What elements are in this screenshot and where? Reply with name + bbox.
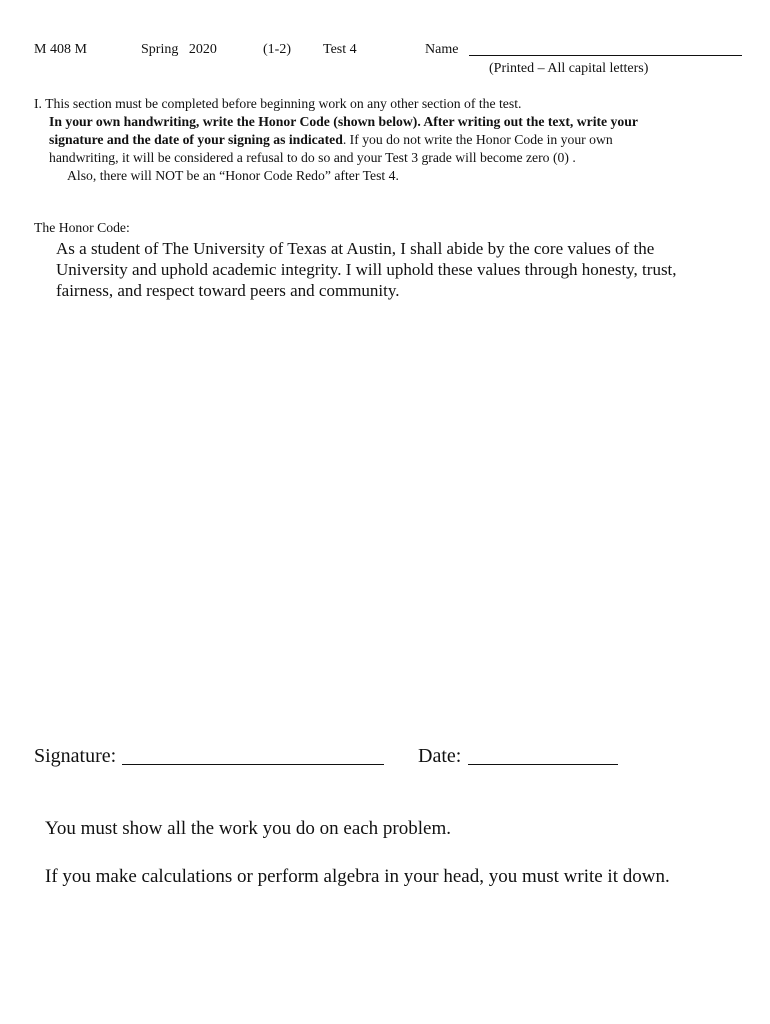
instruction-line [49,131,613,149]
name-field-line[interactable] [469,55,742,56]
course-number: M 408 M [34,42,87,57]
instruction-bold-text: signature and the date of your signing as indicated [49,132,343,147]
date-label: Date: [418,745,462,767]
name-label: Name [425,42,459,57]
honor-code-label: The Honor Code: [34,220,130,235]
test-title: Test 4 [323,42,357,57]
term: Spring 2020 [141,42,217,57]
section-number: (1-2) [263,42,291,57]
instruction-text: . If you do not write the Honor Code in your own [342,132,613,147]
instruction-line: handwriting, it will be considered a refusal to do so and your Test 3 grade will become zero (0) . [49,150,576,165]
instruction-bold-text: In your own handwriting, write the Honor Code (shown below). After writing out the text, write your [49,114,638,129]
date-field-line[interactable] [468,764,618,765]
honor-code-text-line: As a student of The University of Texas at Austin, I shall abide by the core values of the [56,239,655,258]
signature-label: Signature: [34,745,117,767]
printed-note: (Printed – All capital letters) [489,61,649,76]
instruction-line: Also, there will NOT be an “Honor Code Redo” after Test 4. [67,168,399,183]
work-note: You must show all the work you do on each problem. [45,818,452,839]
honor-code-text-line: fairness, and respect toward peers and community. [56,281,400,300]
instruction-line [49,113,638,131]
signature-field-line[interactable] [122,764,384,765]
work-note: If you make calculations or perform algebra in your head, you must write it down. [45,866,670,887]
instruction-line: I. This section must be completed before beginning work on any other section of the test. [34,96,522,111]
honor-code-text-line: University and uphold academic integrity. I will uphold these values through honesty, trust, [56,260,677,279]
